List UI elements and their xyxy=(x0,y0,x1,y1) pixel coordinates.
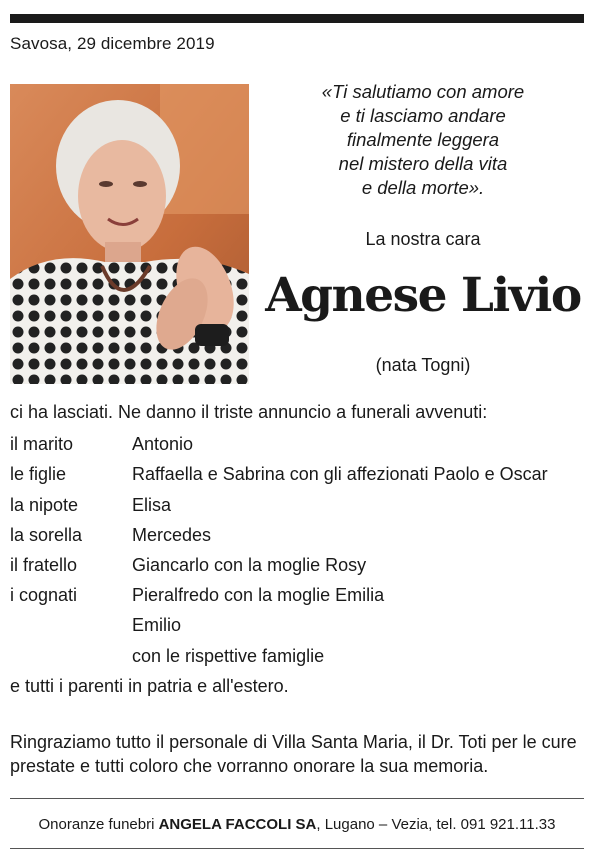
relative-names: Giancarlo con la moglie Rosy xyxy=(132,555,367,575)
relative-names: Pieralfredo con la moglie Emilia xyxy=(132,585,385,605)
footer-prefix: Onoranze funebri xyxy=(38,816,159,833)
portrait-photo xyxy=(10,84,249,384)
relative-names: Elisa xyxy=(132,495,172,515)
footer-suffix: , Lugano – Vezia, tel. 091 921.11.33 xyxy=(316,816,556,833)
quote-line: «Ti salutiamo con amore xyxy=(321,81,525,102)
footer-rule-bottom xyxy=(10,848,584,849)
relative-relation: il fratello xyxy=(10,555,78,575)
dateline: Savosa, 29 dicembre 2019 xyxy=(10,34,215,53)
announcement-lead: ci ha lasciati. Ne danno il triste annuncio a funerali avvenuti: xyxy=(10,402,488,422)
relative-names: Mercedes xyxy=(132,525,212,545)
relative-names: Emilio xyxy=(132,615,182,635)
relative-relation: la sorella xyxy=(10,525,83,545)
top-rule xyxy=(10,14,584,23)
relative-names: Antonio xyxy=(132,434,194,454)
intro-text: La nostra cara xyxy=(365,229,481,249)
deceased-name: Agnese Livio xyxy=(265,268,581,323)
thanks-paragraph: Ringraziamo tutto il personale di Villa Santa Maria, il Dr. Toti per le cure prestate e tutti coloro che vorranno onorare la sua memoria. xyxy=(10,732,577,776)
quote-line: nel mistero della vita xyxy=(338,153,508,174)
relative-relation: la nipote xyxy=(10,495,79,515)
relative-names: Raffaella e Sabrina con gli affezionati Paolo e Oscar xyxy=(132,464,548,484)
closing-line: e tutti i parenti in patria e all'estero. xyxy=(10,676,289,696)
quote-line: e della morte». xyxy=(361,177,485,198)
maiden-name: (nata Togni) xyxy=(375,355,471,375)
footer-company: ANGELA FACCOLI SA xyxy=(158,816,317,833)
quote-line: finalmente leggera xyxy=(346,129,500,150)
funeral-home-footer xyxy=(10,816,584,833)
footer-rule-top xyxy=(10,798,584,799)
quote-line: e ti lasciamo andare xyxy=(340,105,506,126)
relative-relation: le figlie xyxy=(10,464,67,484)
relative-names: con le rispettive famiglie xyxy=(132,646,325,666)
quote xyxy=(258,80,588,200)
relative-relation: il marito xyxy=(10,434,74,454)
relative-relation: i cognati xyxy=(10,585,78,605)
